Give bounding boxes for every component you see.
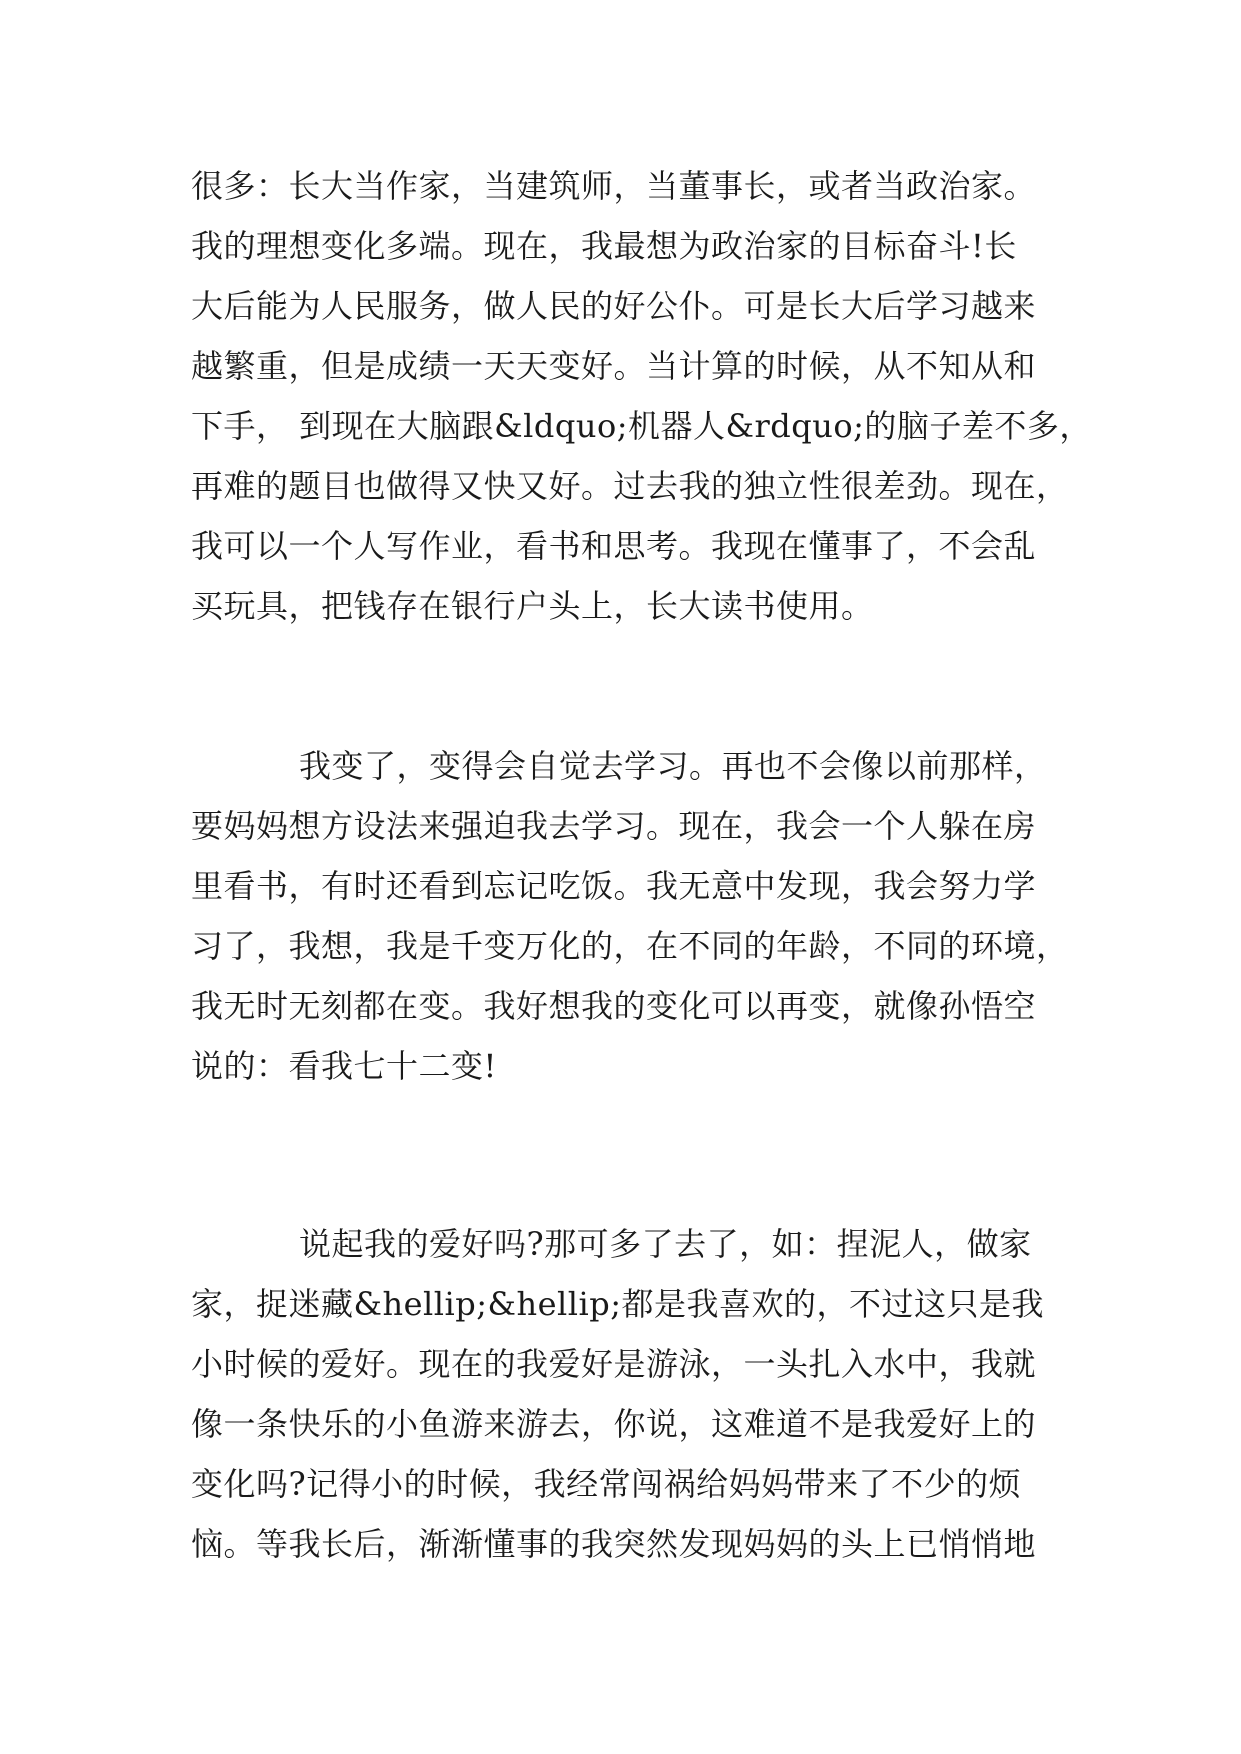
text-line: 我的理想变化多端。现在，我最想为政治家的目标奋斗!长 bbox=[191, 227, 1017, 265]
text-line: 变化吗?记得小的时候，我经常闯祸给妈妈带来了不少的烦 bbox=[191, 1465, 1022, 1503]
text-line: 习了，我想，我是千变万化的，在不同的年龄，不同的环境， bbox=[191, 927, 1069, 965]
paragraph-2 bbox=[191, 736, 1071, 1096]
text-line: 说的：看我七十二变! bbox=[191, 1047, 497, 1085]
paragraph-3 bbox=[191, 1214, 1071, 1574]
text-line: 很多：长大当作家，当建筑师，当董事长，或者当政治家。 bbox=[191, 167, 1037, 205]
text-line: 越繁重，但是成绩一天天变好。当计算的时候，从不知从和 bbox=[191, 347, 1037, 385]
text-line: 小时候的爱好。现在的我爱好是游泳，一头扎入水中，我就 bbox=[191, 1345, 1037, 1383]
text-line: 我可以一个人写作业，看书和思考。我现在懂事了，不会乱 bbox=[191, 527, 1037, 565]
text-line: 要妈妈想方设法来强迫我去学习。现在，我会一个人躲在房 bbox=[191, 807, 1037, 845]
text-line: 里看书，有时还看到忘记吃饭。我无意中发现，我会努力学 bbox=[191, 867, 1037, 905]
text-line: 恼。等我长后，渐渐懂事的我突然发现妈妈的头上已悄悄地 bbox=[191, 1525, 1037, 1563]
paragraph-1 bbox=[191, 156, 1092, 636]
text-line: 再难的题目也做得又快又好。过去我的独立性很差劲。现在， bbox=[191, 467, 1069, 505]
text-line: 下手， 到现在大脑跟&ldquo;机器人&rdquo;的脑子差不多， bbox=[191, 407, 1092, 445]
text-line: 大后能为人民服务，做人民的好公仆。可是长大后学习越来 bbox=[191, 287, 1037, 325]
text-line-indented: 说起我的爱好吗?那可多了去了，如：捏泥人，做家 bbox=[299, 1225, 1032, 1263]
text-line: 家，捉迷藏&hellip;&hellip;都是我喜欢的，不过这只是我 bbox=[191, 1285, 1045, 1323]
text-line: 像一条快乐的小鱼游来游去，你说，这难道不是我爱好上的 bbox=[191, 1405, 1037, 1443]
text-line: 我无时无刻都在变。我好想我的变化可以再变，就像孙悟空 bbox=[191, 987, 1037, 1025]
text-line-indented: 我变了，变得会自觉去学习。再也不会像以前那样， bbox=[299, 747, 1047, 785]
text-line: 买玩具，把钱存在银行户头上，长大读书使用。 bbox=[191, 587, 874, 625]
